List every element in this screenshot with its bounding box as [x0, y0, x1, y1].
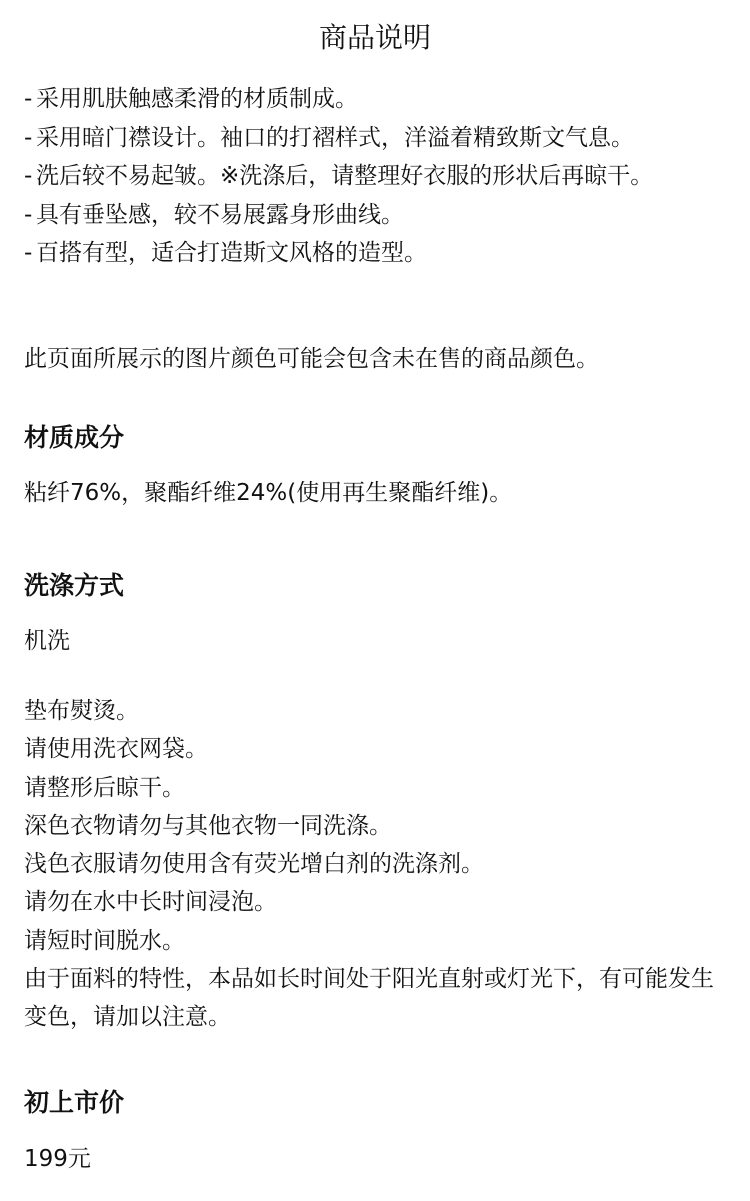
feature-item: [24, 119, 730, 158]
care-instruction: 由于面料的特性，本品如长时间处于阳光直射或灯光下，有可能发生变色，请加以注意。: [24, 966, 714, 1031]
feature-text: 百搭有型，适合打造斯文风格的造型。: [36, 240, 427, 266]
care-instruction: 请整形后晾干。: [24, 774, 185, 801]
list-dash: -: [24, 163, 33, 189]
launch-price: 199元: [24, 1146, 91, 1172]
price-heading: 初上市价: [24, 1088, 125, 1117]
list-dash: -: [24, 86, 33, 112]
washing-heading: 洗涤方式: [24, 571, 125, 600]
care-instruction: 请使用洗衣网袋。: [24, 736, 208, 763]
feature-text: 具有垂坠感，较不易展露身形曲线。: [36, 201, 404, 228]
washing-method: 机洗: [24, 628, 70, 654]
color-disclaimer: 此页面所展示的图片颜色可能会包含未在售的商品颜色。: [24, 346, 599, 372]
material-heading: 材质成分: [24, 423, 125, 452]
list-dash: -: [24, 124, 33, 151]
page-title: 商品说明: [318, 21, 431, 54]
feature-text: 采用暗门襟设计。袖口的打褶样式，洋溢着精致斯文气息。: [36, 124, 634, 151]
care-instruction: 深色衣物请勿与其他衣物一同洗涤。: [24, 812, 392, 839]
care-instruction: 浅色衣服请勿使用含有荧光增白剂的洗涤剂。: [24, 851, 484, 878]
feature-list: [24, 80, 730, 273]
care-instruction: 请勿在水中长时间浸泡。: [24, 889, 277, 916]
care-instruction: 请短时间脱水。: [24, 927, 185, 954]
care-instructions: [24, 692, 730, 1037]
feature-item: [24, 157, 730, 196]
material-composition: 粘纤76%，聚酯纤维24%(使用再生聚酯纤维)。: [24, 480, 513, 506]
feature-item: [24, 80, 730, 119]
list-dash: -: [24, 240, 33, 266]
list-dash: -: [24, 201, 33, 228]
feature-item: [24, 196, 730, 235]
feature-item: [24, 234, 730, 273]
feature-text: 洗后较不易起皱。※洗涤后，请整理好衣服的形状后再晾干。: [36, 163, 654, 189]
care-instruction: 垫布熨烫。: [24, 698, 139, 724]
feature-text: 采用肌肤触感柔滑的材质制成。: [36, 86, 358, 112]
